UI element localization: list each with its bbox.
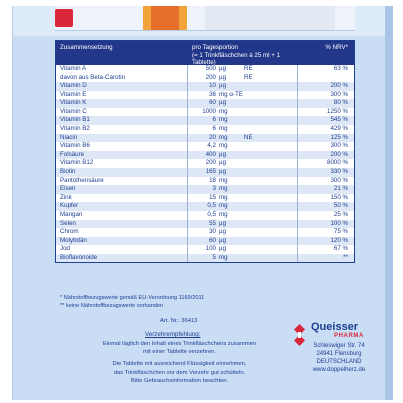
table-row [56, 245, 354, 254]
table-row [56, 211, 354, 220]
brand-website: www.doppelherz.de [312, 367, 366, 374]
footnote-nrv: * Nährstoffbezugswerte gemäß EU-Verordnung 1169/2011 [60, 295, 205, 301]
recommendation-title: Verzehrempfehlung: [145, 331, 201, 338]
nutrient-amount: 55 [209, 219, 216, 227]
nutrient-equivalent [244, 151, 298, 160]
nutrient-unit: µg [219, 167, 227, 175]
nutrient-nrv: 545 % [330, 116, 348, 124]
nutrient-name: Molybdän [56, 237, 188, 246]
nutrient-unit: µg [219, 159, 227, 167]
nutrient-amount: 165 [205, 167, 216, 175]
table-row [56, 185, 354, 194]
table-row [56, 65, 354, 82]
nutrient-equivalent [244, 91, 298, 100]
nutrient-equivalent [244, 125, 298, 134]
table-row [56, 82, 354, 91]
nutrient-equivalent [244, 177, 298, 186]
nutrient-nrv: 300 % [330, 142, 348, 150]
nutrient-name: Vitamin B12 [56, 159, 188, 168]
nutrient-nrv: ** [343, 253, 348, 261]
table-row [56, 237, 354, 246]
nutrient-name: Zink [56, 194, 188, 203]
nutrient-equivalent-line2: RE [244, 73, 253, 81]
table-row [56, 194, 354, 203]
nutrient-unit: mg α-TE [219, 90, 243, 98]
header-composition: Zusammensetzung [60, 44, 113, 51]
nutrient-name: Kupfer [56, 202, 188, 211]
nutrient-unit: mg [219, 193, 228, 201]
nutrient-amount: 30 [209, 228, 216, 236]
table-row [56, 202, 354, 211]
nutrient-amount: 10 [209, 82, 216, 89]
nutrient-amount: 18 [209, 176, 216, 184]
footnote-no-nrv: ** keine Nährstoffbezugswerte vorhanden [60, 302, 164, 309]
recommendation-line-5: Bitte Gebrauchsinformation beachten. [130, 377, 229, 384]
nutrient-nrv: 25 % [333, 210, 348, 218]
nutrition-table [55, 40, 355, 263]
nutrient-amount-line1: 500 [205, 65, 216, 72]
nutrient-amount: 400 [205, 150, 216, 158]
nutrient-nrv: 150 % [330, 193, 348, 201]
table-row [56, 134, 354, 143]
nutrient-amount: 1000 [202, 107, 216, 115]
nutrient-equivalent [244, 65, 298, 82]
nutrient-amount: 5 [212, 253, 216, 261]
nutrient-equivalent [244, 228, 298, 237]
nutrient-name: Chrom [56, 228, 188, 237]
footnotes [60, 295, 204, 310]
nutrient-nrv: 67 % [333, 245, 348, 253]
article-number: Art. Nr.: 36413 [160, 318, 198, 324]
nutrient-name: Vitamin D [56, 82, 188, 91]
nutrient-nrv: 50 % [333, 202, 348, 210]
brand-name: Queisser [311, 321, 359, 333]
nutrient-amount: 20 [209, 133, 216, 141]
nutrient-equivalent [244, 194, 298, 203]
nutrient-name-line1: Vitamin A [60, 65, 87, 72]
nutrient-amount: 200 [205, 159, 216, 167]
nutrient-nrv: 300 % [330, 176, 348, 184]
nutrient-unit: mg [219, 142, 228, 150]
nutrient-nrv: 200 % [330, 150, 348, 158]
nutrient-equivalent [244, 168, 298, 177]
nutrient-amount: 6 [212, 124, 216, 132]
header-daily-portion-line1: pro Tagesportion [192, 44, 238, 51]
nutrient-nrv: 80 % [333, 99, 348, 107]
nutrient-unit: mg [219, 133, 228, 141]
nutrient-amount-line2: 200 [205, 73, 216, 81]
nutrient-nrv: 21 % [333, 185, 348, 193]
nutrient-amount: 15 [209, 193, 216, 201]
nutrient-name: Vitamin B2 [56, 125, 188, 134]
flap-red-mark [55, 9, 73, 27]
nutrient-amount: 4,2 [207, 142, 216, 150]
flap-orange-mark-2 [151, 6, 179, 30]
brand-address [290, 342, 388, 374]
table-row [56, 91, 354, 100]
recommendation-line-3: Die Tablette mit ausreichend Flüssigkeit einnehmen, [112, 361, 247, 368]
nutrient-unit: µg [219, 228, 227, 236]
table-row [56, 254, 354, 263]
nutrient-name: Vitamin B6 [56, 142, 188, 151]
nutrient-equivalent [244, 237, 298, 246]
table-row [56, 142, 354, 151]
nutrient-name: Selen [56, 220, 188, 229]
table-body [56, 65, 354, 262]
address-street: Schleswiger Str. 74 [313, 343, 365, 349]
table-row [56, 116, 354, 125]
table-row [56, 151, 354, 160]
nutrient-unit: mg [219, 116, 228, 124]
nutrient-equivalent: NE [244, 134, 298, 143]
table-row [56, 159, 354, 168]
nutrient-equivalent [244, 82, 298, 91]
table-row [56, 125, 354, 134]
nutrient-name-line2: davon aus Beta-Carotin [60, 73, 126, 81]
nutrient-name: Mangan [56, 211, 188, 220]
nutrient-amount: 0,5 [207, 202, 216, 210]
nutrient-nrv: 330 % [330, 167, 348, 175]
header-nrv: % NRV* [325, 44, 348, 51]
nutrient-nrv: 1250 % [327, 107, 348, 115]
nutrient-name [56, 65, 188, 82]
nutrient-nrv: 63 % [333, 65, 348, 72]
recommendation-line-1: Einmal täglich den Inhalt eines Trinkfläschchens zusammen [102, 341, 257, 347]
table-row [56, 108, 354, 117]
nutrient-amount: 0,5 [207, 210, 216, 218]
nutrient-equivalent [244, 185, 298, 194]
nutrient-unit: mg [219, 107, 228, 115]
nutrient-unit [218, 65, 244, 82]
nutrient-unit-line2: µg [219, 73, 227, 81]
nutrient-equivalent [244, 99, 298, 108]
nutrient-unit: mg [219, 253, 228, 261]
header-daily-portion-line2: (= 1 Trinkfläschchen à 25 ml + 1 Tablette) [192, 51, 281, 66]
nutrient-equivalent-line1: RE [244, 65, 253, 72]
nutrient-unit: µg [219, 150, 227, 158]
nutrient-unit: mg [219, 124, 228, 132]
nutrient-equivalent [244, 116, 298, 125]
nutrient-name: Vitamin E [56, 91, 188, 100]
nutrient-name: Bioflavonoide [56, 254, 188, 263]
table-header [56, 41, 354, 65]
nutrient-name: Eisen [56, 185, 188, 194]
nutrient-nrv: 75 % [333, 228, 348, 236]
nutrient-name: Vitamin B1 [56, 116, 188, 125]
nutrient-name: Niacin [56, 134, 188, 143]
nutrient-name: Jod [56, 245, 188, 254]
nutrient-unit: mg [219, 202, 228, 210]
nutrient-unit: mg [219, 185, 228, 193]
flap-grey-panel [205, 6, 335, 30]
box-top-flap [55, 6, 355, 31]
nutrient-nrv: 200 % [330, 82, 348, 89]
recommendation-line-4: das Trinkfläschchen vor dem Verzehr gut schütteln. [113, 369, 246, 376]
recommendation-line-2: mit einer Tablette verzehren. [142, 349, 217, 356]
nutrient-unit-line1: µg [219, 65, 227, 72]
nutrient-equivalent [244, 108, 298, 117]
nutrient-amount [188, 65, 218, 82]
nutrient-equivalent [244, 254, 298, 263]
nutrient-unit: µg [219, 245, 227, 253]
nutrient-nrv: 429 % [330, 124, 348, 132]
nutrient-amount: 6 [212, 116, 216, 124]
nutrient-unit: mg [219, 210, 228, 218]
nutrient-equivalent [244, 142, 298, 151]
nutrient-equivalent [244, 202, 298, 211]
nutrient-nrv: 120 % [330, 236, 348, 244]
nutrient-equivalent [244, 245, 298, 254]
nutrient-nrv: 100 % [330, 219, 348, 227]
table-row [56, 99, 354, 108]
nutrient-name: Vitamin K [56, 99, 188, 108]
nutrient-equivalent [244, 220, 298, 229]
box-right-edge [385, 6, 393, 400]
address-city: 24941 Flensburg [316, 351, 362, 358]
table-row [56, 228, 354, 237]
nutrient-unit: µg [219, 99, 227, 107]
nutrient-nrv: 8000 % [327, 159, 348, 167]
table-row [56, 177, 354, 186]
table-row [56, 168, 354, 177]
nutrient-name: Vitamin C [56, 108, 188, 117]
nutrient-amount: 100 [205, 245, 216, 253]
nutrient-unit: µg [219, 82, 227, 89]
brand-sub: PHARMA [334, 333, 364, 339]
recommendation-text [72, 340, 287, 385]
nutrient-equivalent [244, 159, 298, 168]
table-row [56, 220, 354, 229]
nutrient-name: Folsäure [56, 151, 188, 160]
address-country: DEUTSCHLAND [316, 359, 362, 366]
nutrient-nrv: 300 % [330, 90, 348, 98]
nutrient-name: Biotin [56, 168, 188, 177]
nutrient-equivalent [244, 211, 298, 220]
nutrient-name: Pantothensäure [56, 177, 188, 186]
nutrient-amount: 60 [209, 99, 216, 107]
nutrient-nrv: 125 % [330, 133, 348, 141]
nutrient-amount: 36 [209, 90, 216, 98]
nutrient-unit: µg [219, 236, 227, 244]
nutrient-amount: 60 [209, 236, 216, 244]
nutrient-unit: mg [219, 176, 228, 184]
nutrient-unit: µg [219, 219, 227, 227]
nutrient-amount: 3 [212, 185, 216, 193]
